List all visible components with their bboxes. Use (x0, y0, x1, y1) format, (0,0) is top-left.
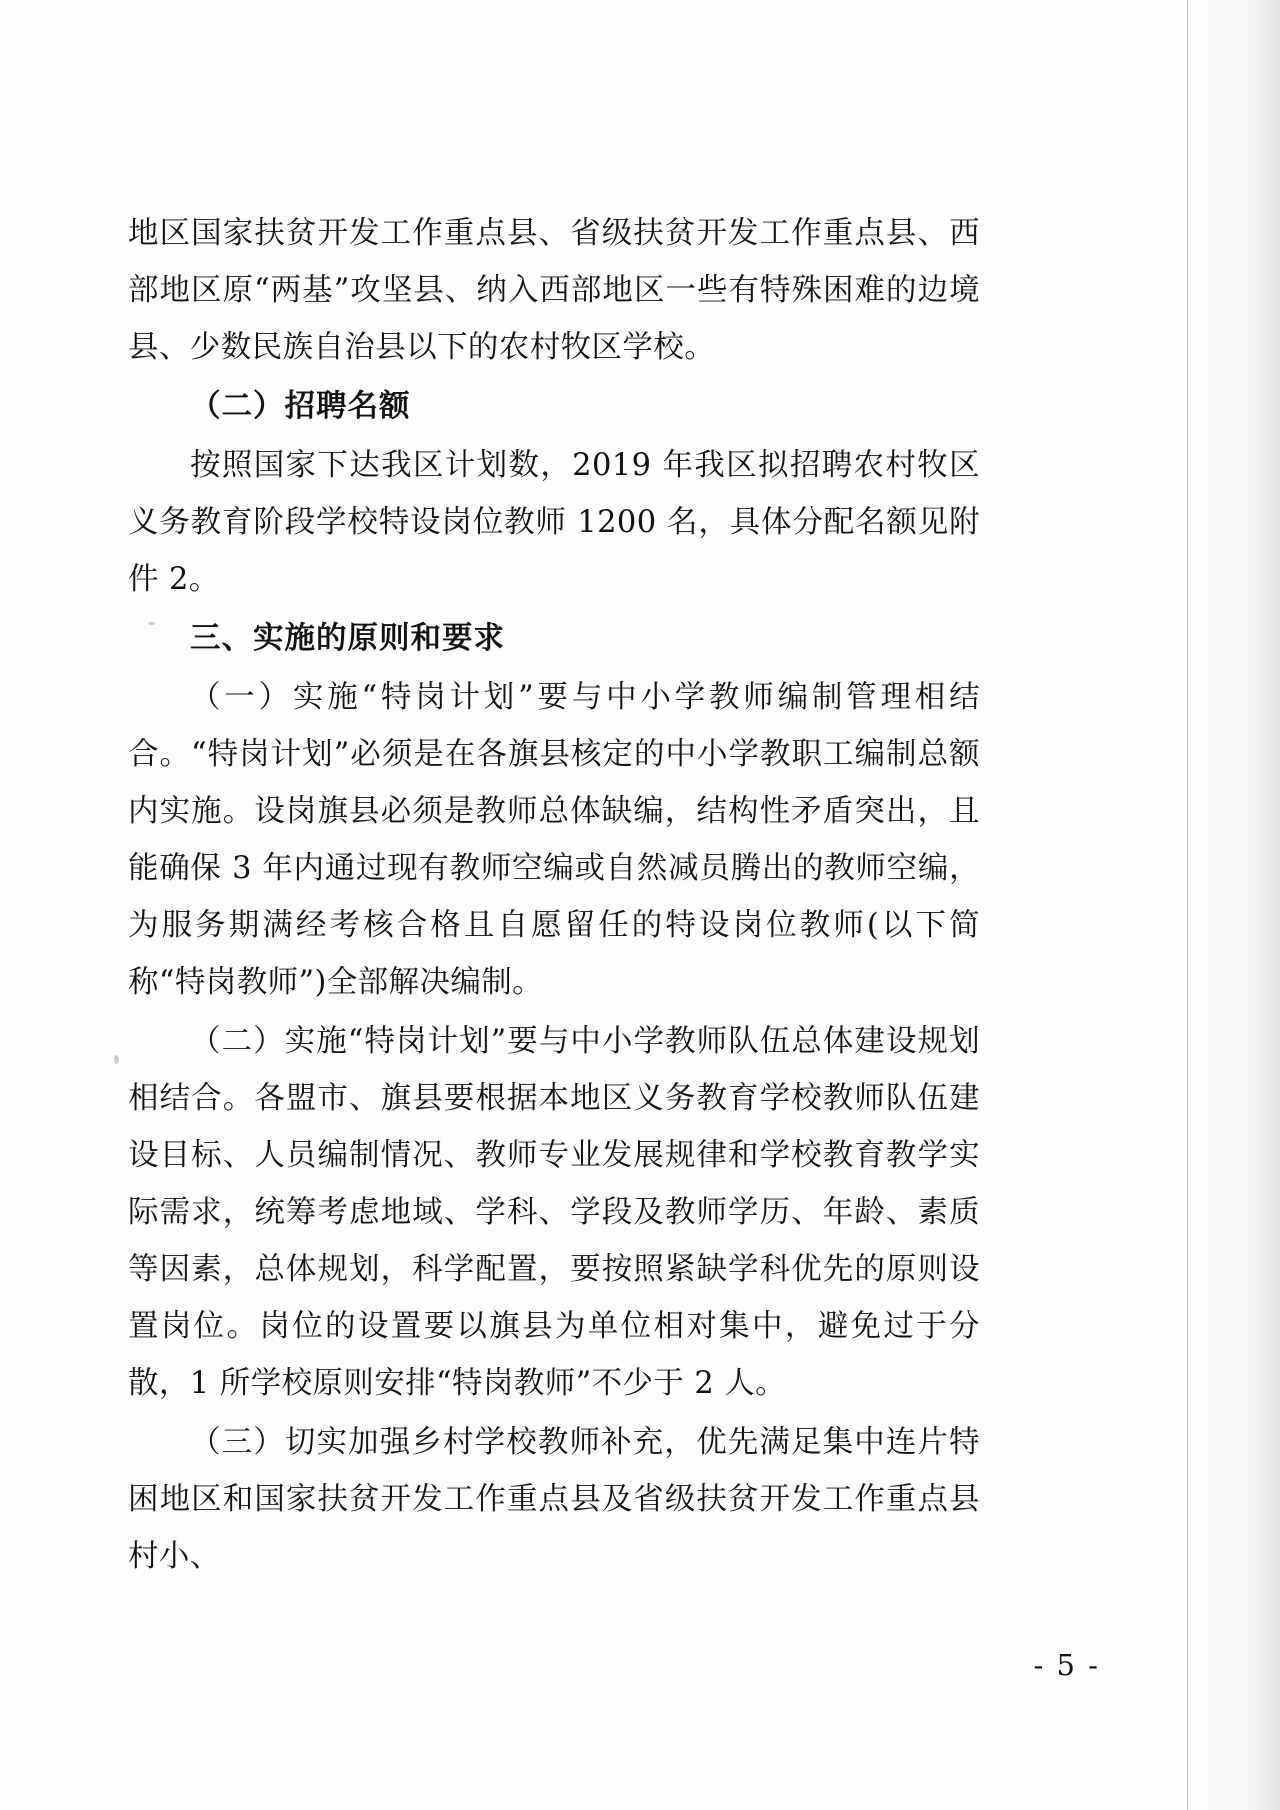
paragraph-6: （二）实施“特岗计划”要与中小学教师队伍总体建设规划相结合。各盟市、旗县要根据本地区义务教育学校教师队伍建设目标、人员编制情况、教师专业发展规律和学校教育教学实际需求，统筹考虑地域、学科、学段及教师学历、年龄、素质等因素，总体规划，科学配置，要按照紧缺学科优先的原则设置岗位。岗位的设置要以旗县为单位相对集中，避免过于分散，1 所学校原则安排“特岗教师”不少于 2 人。 (128, 1024, 980, 1401)
paragraph-7: （三）切实加强乡村学校教师补充，优先满足集中连片特困地区和国家扶贫开发工作重点县及省级扶贫开发工作重点县村小、 (128, 1425, 980, 1574)
paragraph-1: 地区国家扶贫开发工作重点县、省级扶贫开发工作重点县、西部地区原“两基”攻坚县、纳入西部地区一些有特殊困难的边境县、少数民族自治县以下的农村牧区学校。 (128, 216, 980, 365)
document-text-body (128, 205, 980, 1587)
scan-speck (114, 1055, 119, 1064)
paragraph-3: 按照国家下达我区计划数，2019 年我区拟招聘农村牧区义务教育阶段学校特设岗位教师 1200 名，具体分配名额见附件 2。 (128, 448, 980, 597)
page-number: - 5 - (1033, 1648, 1100, 1682)
section-heading-principles-requirements: 三、实施的原则和要求 (190, 620, 505, 656)
paragraph-5: （一）实施“特岗计划”要与中小学教师编制管理相结合。“特岗计划”必须是在各旗县核定的中小学教职工编制总额内实施。设岗旗县必须是教师总体缺编，结构性矛盾突出，且能确保 3 年内通过现有教师空编或自然减员腾出的教师空编，为服务期满经考核合格且自愿留任的特设岗位教师(以下简称“特岗教师”)全部解决编制。 (128, 680, 980, 1000)
section-heading-recruitment-quota: （二）招聘名额 (190, 388, 411, 424)
page-edge-line (1187, 0, 1188, 1810)
